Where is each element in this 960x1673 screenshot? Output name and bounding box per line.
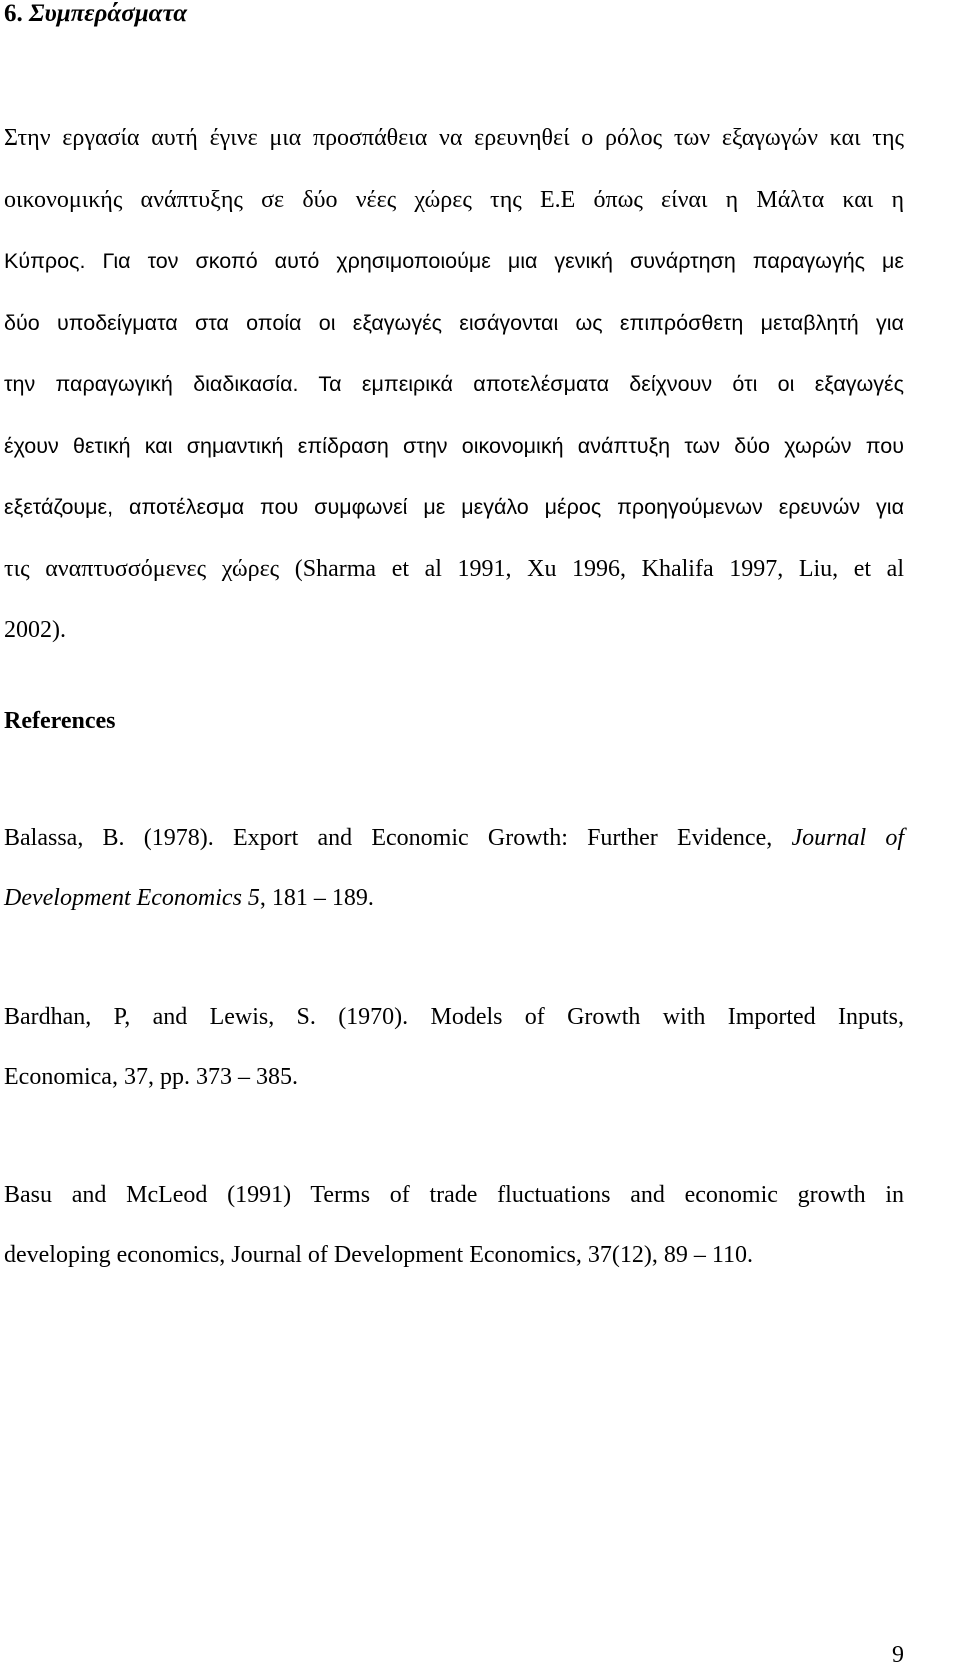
references-heading: References	[4, 708, 116, 734]
reference-text: , 181 – 189.	[259, 885, 374, 911]
reference-line	[4, 868, 904, 928]
section-number: 6.	[4, 0, 23, 27]
paragraph-line: δύο υποδείγματα στα οποία οι εξαγωγές εισάγονται ως επιπρόσθετη μεταβλητή για	[4, 310, 904, 335]
reference-line: Basu and McLeod (1991) Terms of trade fluctuations and economic growth in	[4, 1182, 904, 1208]
reference-line: developing economics, Journal of Development Economics, 37(12), 89 – 110.	[4, 1242, 753, 1268]
reference-entry-balassa	[4, 808, 904, 928]
paragraph-line: την παραγωγική διαδικασία. Τα εμπειρικά αποτελέσματα δείχνουν ότι οι εξαγωγές	[4, 372, 904, 396]
section-heading	[4, 0, 187, 28]
conclusions-paragraph	[4, 108, 904, 662]
paragraph-line: Στην εργασία αυτή έγινε μια προσπάθεια να ερευνηθεί ο ρόλος των εξαγωγών και της	[4, 125, 904, 151]
reference-line: Bardhan, P, and Lewis, S. (1970). Models of Growth with Imported Inputs,	[4, 1004, 904, 1030]
reference-entry-bardhan	[4, 987, 904, 1107]
reference-entry-basu	[4, 1165, 904, 1285]
reference-text: Balassa, B. (1978). Export and Economic Growth: Further Evidence,	[4, 825, 773, 851]
reference-line	[4, 808, 904, 868]
paragraph-line: Κύπρος. Για τον σκοπό αυτό χρησιμοποιούμε μια γενική συνάρτηση παραγωγής με	[4, 249, 904, 273]
paragraph-line: οικονομικής ανάπτυξης σε δύο νέες χώρες της Ε.Ε όπως είναι η Μάλτα και η	[4, 186, 904, 213]
paragraph-line: 2002).	[4, 617, 66, 643]
reference-line: Economica, 37, pp. 373 – 385.	[4, 1064, 298, 1090]
section-title: Συμπεράσματα	[29, 0, 188, 27]
paragraph-line: εξετάζουμε, αποτέλεσμα που συμφωνεί με μεγάλο μέρος προηγούμενων ερευνών για	[4, 495, 904, 519]
page-number: 9	[892, 1642, 904, 1668]
paragraph-line: έχουν θετική και σημαντική επίδραση στην οικονομική ανάπτυξη των δύο χωρών που	[4, 433, 904, 458]
paragraph-line: τις αναπτυσσόμενες χώρες (Sharma et al 1991, Xu 1996, Khalifa 1997, Liu, et al	[4, 555, 904, 582]
journal-name: Journal of	[791, 825, 904, 851]
journal-name: Development Economics 5	[4, 885, 260, 911]
